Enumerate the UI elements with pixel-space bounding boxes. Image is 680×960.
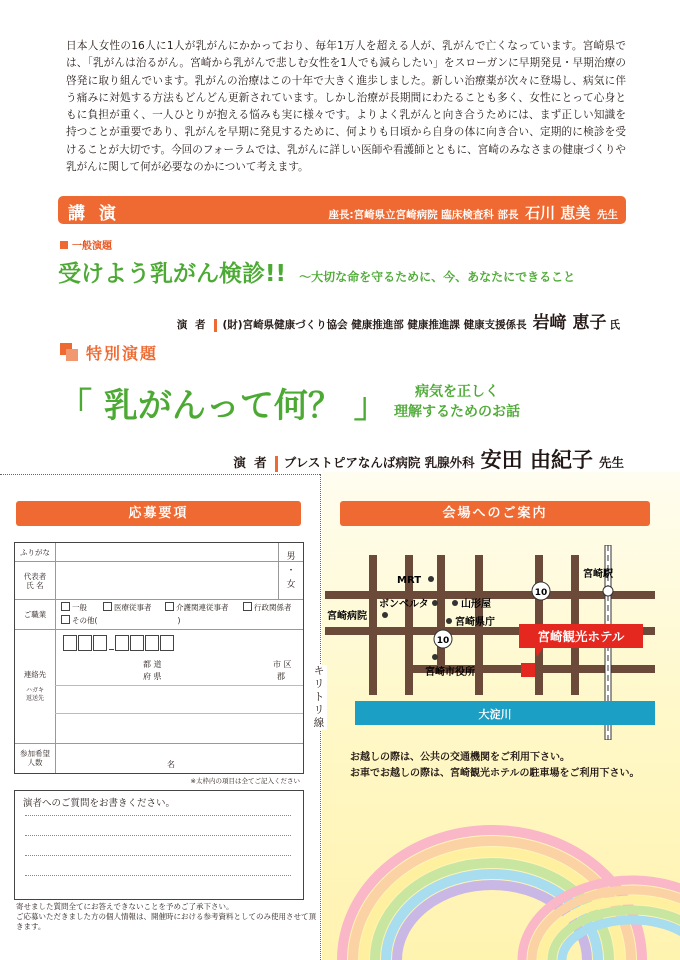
general-talk-tag-text: 一般演題 [72, 241, 112, 252]
footer-line1: 寄せました質問全てにお答えできないことを予めご了承下さい。 [16, 902, 234, 911]
general-title-sub: ～大切な命を守るために、今、あなたにできること [299, 270, 576, 284]
occ-checkbox-care[interactable]: 介護関連従事者 [165, 602, 229, 613]
map-note-line1: お越しの際は、公共の交通機関をご利用下さい。 [350, 752, 570, 763]
special-talk-title [58, 378, 520, 427]
occupation-row [15, 599, 303, 630]
form-footer [16, 902, 316, 932]
hospital-label: 宮崎病院 [327, 611, 367, 622]
hotel-marker-icon [521, 663, 535, 677]
road [437, 555, 445, 665]
mrt-dot-icon [428, 576, 434, 582]
city-bottom: 郡 [277, 672, 285, 681]
route-10-b: 10 [436, 636, 450, 646]
chair-suffix: 先生 [597, 209, 618, 221]
map-note [350, 750, 640, 782]
dotted-line [25, 855, 291, 856]
station-label: 宮崎駅 [583, 569, 613, 580]
presenter-name: 岩﨑 恵子 [532, 313, 607, 333]
city-office-dot-icon [432, 654, 438, 660]
contact-note: ハガキ 返送先 [25, 686, 44, 702]
contact-row[interactable] [15, 629, 303, 744]
pref-bottom: 府 県 [143, 672, 162, 681]
dotted-line [25, 875, 291, 876]
special-talk-tag [60, 341, 158, 364]
cut-line-label: キリトリ線 [311, 665, 327, 730]
pref-top: 都 道 [143, 660, 162, 669]
general-talk-title [58, 255, 575, 288]
road [369, 555, 377, 695]
chair-name: 石川 恵美 [525, 204, 591, 222]
station-icon [603, 586, 613, 596]
special-title-main: 「 乳がんって何？ 」 [58, 386, 388, 426]
required-note: ※太枠内の項目は全てご記入ください [190, 777, 300, 785]
presenter-suffix: 先生 [598, 455, 624, 470]
general-title-main: 受けよう乳がん検診!! [58, 261, 286, 287]
application-form [14, 542, 304, 774]
special-title-sub [394, 382, 520, 422]
pref-office-dot-icon [446, 618, 452, 624]
square-bullet-icon [66, 349, 78, 361]
map-note-line2: お車でお越しの際は、宮崎観光ホテルの駐車場をご利用下さい。 [350, 768, 640, 779]
presenter-name: 安田 由紀子 [480, 448, 593, 472]
lecture-label: 講 演 [68, 204, 120, 224]
hotel-label: 宮崎観光ホテル [537, 629, 625, 644]
occ-checkbox-general[interactable]: 一般 [61, 602, 87, 613]
yamakataya-label: 山形屋 [461, 599, 491, 610]
square-bullet-icon [60, 241, 68, 249]
divider [214, 319, 217, 332]
dotted-line [25, 835, 291, 836]
presenter-suffix: 氏 [609, 319, 620, 331]
presenter-org: (財)宮崎県健康づくり協会 健康推進部 健康推進課 健康支援係長 [222, 319, 527, 331]
contact-title: 連絡先 [23, 669, 47, 679]
city-top: 市 区 [273, 660, 292, 669]
special-tag-text: 特別演題 [86, 344, 159, 363]
special-presenter [233, 444, 624, 474]
participants-label: 参加希望 人数 [15, 743, 56, 773]
postal-code-boxes[interactable] [63, 635, 175, 653]
application-header: 応募要項 [16, 501, 301, 526]
general-talk-tag [60, 237, 112, 252]
venue-header: 会場へのご案内 [340, 501, 650, 526]
intro-text: 日本人女性の16人に1人が乳がんにかかっており、毎年1万人を超える人が、乳がんで亡くなっています。宮崎県では、「乳がんは治るがん。宮崎から乳がんで悲しむ女性を1人でも減らしたい」をスローガンに早期発見・早期治療の啓発に取り組んでいます。乳がんの治療はこの十年で大きく進歩しました。新しい治療薬が次々に登場し、病気に伴う痛みに対処する方法もどんどん更新されています。しかし治療が長期間にわたることも多く、女性にとって心身ともに負担が重く、一人ひとりが抱える悩みも実に様々です。よりよく乳がんと向き合うためには、まず正しい知識を持つことが重要であり、乳がんを早期に発見するために、何よりも日頃から自身の体に向き合い、定期的に検診を受けることが大切です。今回のフォーラムでは、乳がんに詳しい医師や看護師とともに、宮崎のみなさまの健康づくりや乳がんに関して何が必要なのかについて考えます。 [66, 40, 626, 174]
presenter-label: 演 者 [176, 319, 208, 331]
yamakataya-dot-icon [452, 600, 458, 606]
city-office-label: 宮崎市役所 [425, 667, 475, 678]
footer-line2: ご応募いただきました方の個人情報は、開催時における参考資料としてのみ使用させて頂きます。 [16, 912, 316, 931]
participants-unit: 名 [167, 760, 175, 769]
sex-field[interactable]: 男 ・ 女 [278, 543, 303, 599]
participants-row[interactable] [15, 743, 303, 773]
bonbelta-label: ボンベルタ [379, 599, 429, 610]
question-title: 演者へのご質問をお書きください。 [23, 798, 176, 809]
occ-checkbox-other[interactable]: その他( ) [61, 615, 180, 626]
route-10-a: 10 [534, 588, 548, 598]
occ-checkbox-medical[interactable]: 医療従事者 [103, 602, 152, 613]
chair-info [328, 202, 618, 223]
name-label: 代表者 氏 名 [15, 562, 56, 599]
divider [275, 456, 278, 472]
rainbow-decoration [322, 800, 680, 960]
chair-role: 座長:宮崎県立宮崎病院 臨床検査科 部長 [328, 209, 519, 221]
cut-line-horizontal [0, 474, 320, 475]
name-row[interactable] [15, 543, 303, 600]
special-sub-line1: 病気を正しく [415, 384, 499, 400]
general-presenter [177, 308, 620, 333]
occupation-label: ご職業 [15, 599, 56, 629]
hospital-dot-icon [382, 612, 388, 618]
contact-label [15, 629, 56, 743]
presenter-label: 演 者 [233, 455, 269, 470]
question-box[interactable] [14, 790, 304, 900]
presenter-org: ブレストピアなんば病院 乳腺外科 [283, 455, 475, 470]
occ-checkbox-admin[interactable]: 行政関係者 [243, 602, 292, 613]
mrt-label: MRT [397, 575, 422, 586]
pref-office-label: 宮崎県庁 [455, 617, 495, 628]
venue-map [325, 545, 655, 740]
river-label: 大淀川 [478, 708, 512, 721]
special-sub-line2: 理解するためのお話 [394, 404, 520, 420]
dotted-line [25, 815, 291, 816]
lecture-header-bar [58, 196, 626, 224]
furigana-label: ふりがな [15, 543, 56, 561]
bonbelta-dot-icon [432, 600, 438, 606]
